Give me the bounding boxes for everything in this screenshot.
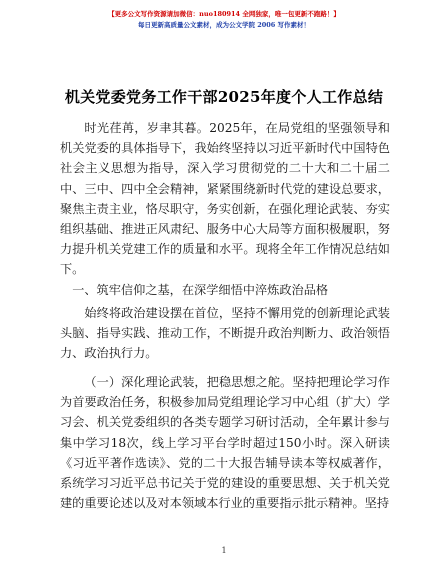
section-heading: 一、筑牢信仰之基，在深学细悟中淬炼政治品格 bbox=[72, 282, 329, 297]
document-body-middle bbox=[60, 303, 390, 364]
document-body-top bbox=[60, 118, 390, 300]
page-number: 1 bbox=[221, 546, 227, 555]
intro-paragraph: 时光荏苒，岁聿其暮。2025年，在局党组的坚强领导和机关党委的具体指导下，我始终坚持以习近平新时代中国特色社会主义思想为指导，深入学习贯彻党的二十大和二十届二中、三中、四中全会精神，紧紧围绕新时代党的建设总要求，聚焦主责主业，恪尽职守，务实创新，在强化理论武装、夯实组织基础、推进正风肃纪、服务中心大局等方面积极履职，努力提升机关党建工作的质量和水平。现将全年工作情况总结如下。 bbox=[60, 121, 390, 277]
promo-banner-line-2: 每日更新高质量公文素材，成为公文学院 2006 写作素材！ bbox=[137, 21, 311, 29]
section-intro-paragraph: 始终将政治建设摆在首位，坚持不懈用党的创新理论武装头脑、指导实践、推动工作，不断提升政治判断力、政治领悟力、政治执行力。 bbox=[60, 306, 390, 361]
section-item-paragraph: （一）深化理论武装，把稳思想之舵。坚持把理论学习作为首要政治任务，积极参加局党组理论学习中心组（扩大）学习会、机关党委组织的各类专题学习研讨活动，全年累计参与集中学习18次，线上学习平台学时超过150小时。深入研读《习近平著作选读》、党的二十大报告辅导读本等权威著作，系统学习习近平总书记关于党的建设的重要思想、关于机关党建的重要论述以及对本领域本行业的重要指示批示精神。坚持 bbox=[60, 375, 390, 511]
promo-banner-line-1: 【更多公文写作资源请加微信：nuo180914 全网独家，唯一包更新不跑路！】 bbox=[108, 10, 340, 18]
document-title: 机关党委党务工作干部2025年度个人工作总结 bbox=[64, 88, 384, 106]
document-body-bottom bbox=[60, 372, 390, 513]
